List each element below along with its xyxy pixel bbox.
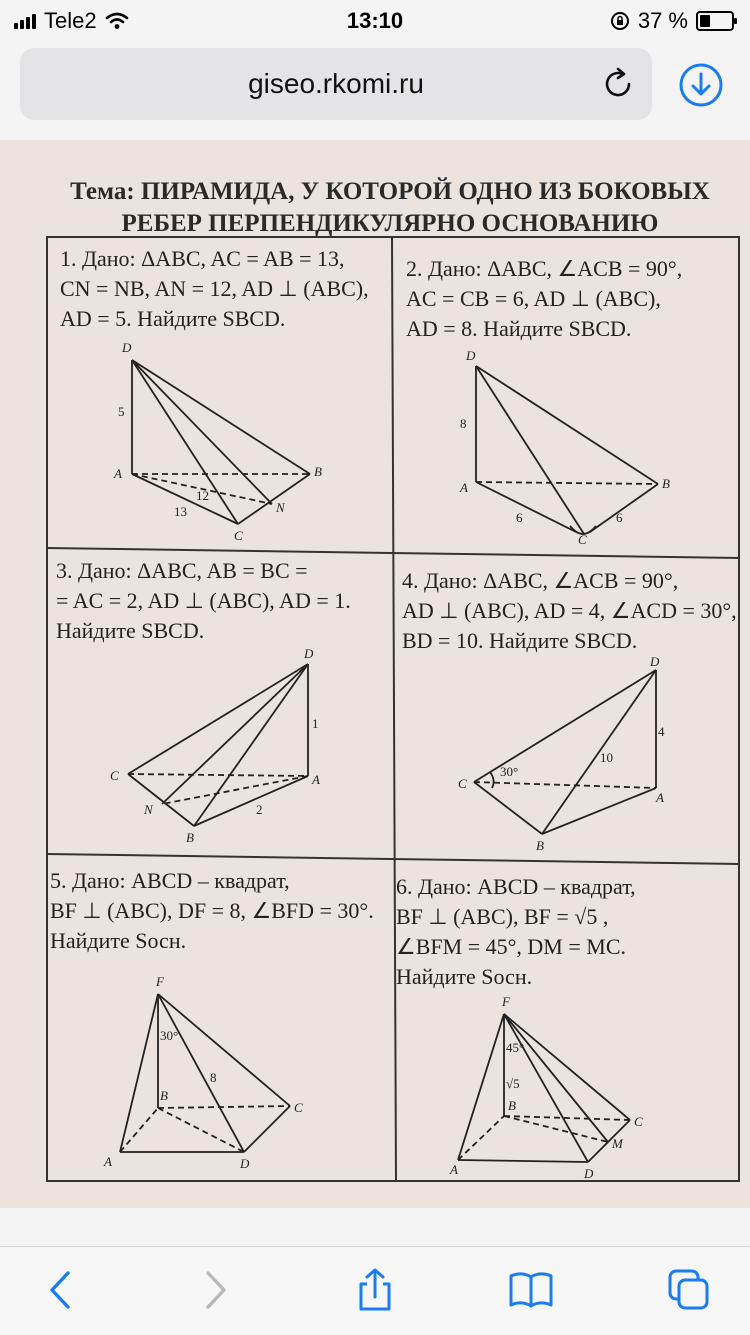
problem-2-line: AC = CB = 6, AD ⊥ (ABC), <box>406 286 661 311</box>
back-arrow-icon[interactable] <box>38 1267 84 1313</box>
fig5-label: 30° <box>160 1028 179 1043</box>
fig4-label: 10 <box>600 750 613 765</box>
fig3-label: A <box>312 772 320 787</box>
fig1-label: A <box>114 466 122 481</box>
fig2-label: 6 <box>616 510 623 525</box>
problem-1-line: 1. Дано: ΔABC, AC = AB = 13, <box>60 246 345 271</box>
page-title-line2: РЕБЕР ПЕРПЕНДИКУЛЯРНО ОСНОВАНИЮ <box>121 210 659 237</box>
tabs-icon[interactable] <box>666 1267 712 1313</box>
problem-2-line: 2. Дано: ΔABC, ∠ACB = 90°, <box>406 256 683 281</box>
fig5-label: 8 <box>210 1070 217 1085</box>
status-time: 13:10 <box>346 8 404 33</box>
page-title-line1: Тема: ПИРАМИДА, У КОТОРОЙ ОДНО ИЗ БОКОВЫХ <box>70 178 710 205</box>
figure-1-pyramid <box>100 336 330 546</box>
orientation-lock-icon <box>610 11 630 31</box>
problem-5-line: BF ⊥ (ABC), DF = 8, ∠BFD = 30°. <box>50 898 374 923</box>
fig3-label: N <box>144 802 153 817</box>
fig3-label: B <box>186 830 194 845</box>
fig2-label: B <box>662 476 670 491</box>
bottom-toolbar <box>0 1246 750 1335</box>
status-right <box>610 8 734 34</box>
fig1-label: 13 <box>174 504 187 519</box>
problem-4-line: AD ⊥ (ABC), AD = 4, ∠ACD = 30°, <box>402 598 737 623</box>
fig4-label: C <box>458 776 467 791</box>
download-icon[interactable] <box>678 62 724 108</box>
fig6-label: √5 <box>506 1076 520 1091</box>
problem-1-line: CN = NB, AN = 12, AD ⊥ (ABC), <box>60 276 369 301</box>
url-text[interactable]: giseo.rkomi.ru <box>248 68 424 99</box>
status-bar <box>0 0 750 44</box>
fig5-label: F <box>156 974 164 989</box>
share-icon[interactable] <box>352 1267 398 1313</box>
fig2-label: 8 <box>460 416 467 431</box>
problem-2-line: AD = 8. Найдите SBCD. <box>406 316 632 341</box>
problem-5-text <box>50 866 374 956</box>
fig1-label: B <box>314 464 322 479</box>
fig5-label: B <box>160 1088 168 1103</box>
problem-6-line: BF ⊥ (ABC), BF = √5 , <box>396 904 609 929</box>
fig1-label: 12 <box>196 488 209 503</box>
fig6-label: 45° <box>506 1040 525 1055</box>
problem-3-line: Найдите SBCD. <box>56 618 205 643</box>
reload-icon[interactable] <box>600 66 636 102</box>
figure-5-pyramid <box>98 970 318 1180</box>
problem-5-line: Найдите Sосн. <box>50 928 187 953</box>
fig3-label: 1 <box>312 716 319 731</box>
fig6-label: C <box>634 1114 643 1129</box>
fig5-label: D <box>240 1156 250 1171</box>
fig2-label: 6 <box>516 510 523 525</box>
problem-3-line: 3. Дано: ΔABC, AB = BC = <box>56 558 308 583</box>
fig3-label: 2 <box>256 802 263 817</box>
fig6-label: B <box>508 1098 516 1113</box>
fig3-label: C <box>110 768 119 783</box>
battery-icon <box>696 11 734 31</box>
problem-6-line: 6. Дано: ABCD – квадрат, <box>396 874 636 899</box>
figure-6-pyramid <box>446 992 666 1192</box>
problem-3-text <box>56 556 351 646</box>
problem-4-line: 4. Дано: ΔABC, ∠ACB = 90°, <box>402 568 679 593</box>
address-bar[interactable] <box>20 48 652 120</box>
fig5-label: C <box>294 1100 303 1115</box>
carrier-name: Tele2 <box>44 8 97 33</box>
fig4-label: D <box>650 654 660 669</box>
textbook-photo <box>0 140 750 1208</box>
fig4-label: 4 <box>658 724 665 739</box>
problem-6-line: ∠BFM = 45°, DM = MC. <box>396 934 626 959</box>
figure-4-pyramid <box>450 652 690 852</box>
fig2-label: C <box>578 532 587 547</box>
fig4-label: 30° <box>500 764 519 779</box>
fig6-label: F <box>502 994 510 1009</box>
fig2-label: D <box>466 348 476 363</box>
figure-3-pyramid <box>96 642 336 852</box>
problem-2-text <box>406 254 682 344</box>
problem-5-line: 5. Дано: ABCD – квадрат, <box>50 868 290 893</box>
problem-4-text <box>402 566 737 656</box>
fig6-label: M <box>612 1136 623 1151</box>
fig4-label: A <box>656 790 664 805</box>
fig1-label: 5 <box>118 404 125 419</box>
battery-percent: 37 % <box>637 8 688 33</box>
problem-1-text <box>60 244 369 334</box>
figure-2-pyramid <box>446 346 686 546</box>
problem-4-line: BD = 10. Найдите SBCD. <box>402 628 638 653</box>
fig6-label: D <box>584 1166 594 1181</box>
fig2-label: A <box>460 480 468 495</box>
fig3-label: D <box>304 646 314 661</box>
fig1-label: C <box>234 528 243 543</box>
bookmarks-icon[interactable] <box>508 1267 554 1313</box>
problem-3-line: = AC = 2, AD ⊥ (ABC), AD = 1. <box>56 588 351 613</box>
fig6-label: A <box>450 1162 458 1177</box>
forward-arrow-icon[interactable] <box>192 1267 238 1313</box>
fig1-label: N <box>276 500 285 515</box>
problem-6-text <box>396 872 636 992</box>
fig1-label: D <box>122 340 132 355</box>
problem-1-line: AD = 5. Найдите SBCD. <box>60 306 286 331</box>
fig4-label: B <box>536 838 544 853</box>
fig5-label: A <box>104 1154 112 1169</box>
problem-6-line: Найдите Sосн. <box>396 964 533 989</box>
